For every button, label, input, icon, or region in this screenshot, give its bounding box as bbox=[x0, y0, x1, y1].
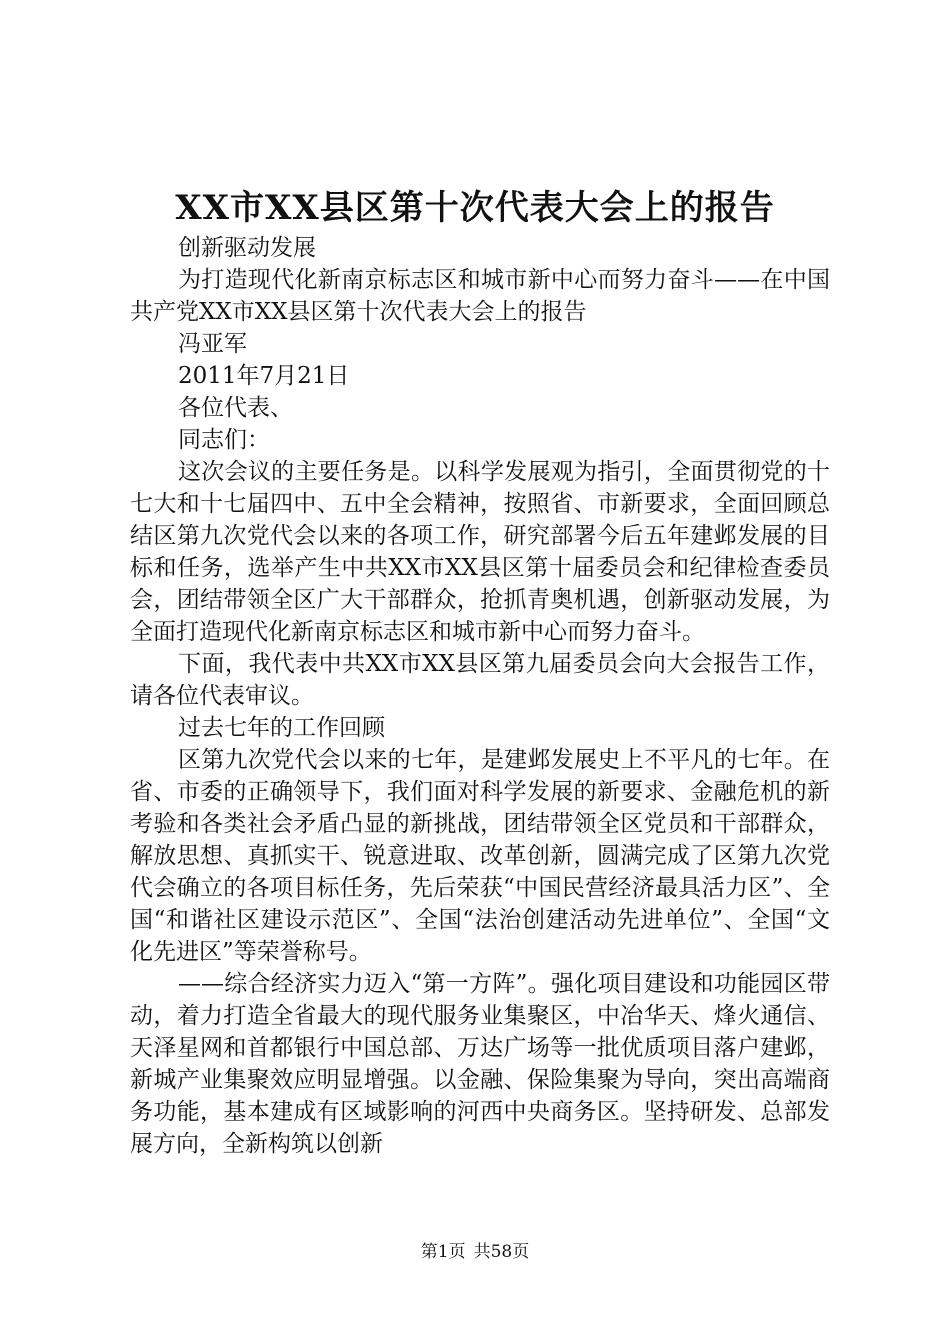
body-paragraph: 区第九次党代会以来的七年，是建邺发展史上不平凡的七年。在省、市委的正确领导下，我们面对科学发展的新要求、金融危机的新考验和各类社会矛盾凸显的新挑战，团结带领全区党员和干部群众，解放思想、真抓实干、锐意进取、改革创新，圆满完成了区第九次党代会确立的各项目标任务，先后荣获“中国民营经济最具活力区”、全国“和谐社区建设示范区”、全国“法治创建活动先进单位”、全国“文化先进区”等荣誉称号。 bbox=[130, 747, 830, 965]
author-line: 冯亚军 bbox=[178, 331, 247, 357]
document-title: XX市XX县区第十次代表大会上的报告 bbox=[175, 188, 775, 228]
document-body bbox=[130, 232, 830, 1160]
page-total: 共58页 bbox=[473, 1242, 530, 1262]
subtitle-line: 创新驱动发展 bbox=[178, 235, 316, 261]
salutation-line: 各位代表、 bbox=[178, 395, 293, 421]
salutation-line: 同志们： bbox=[178, 427, 270, 453]
body-paragraph: 下面，我代表中共XX市XX县区第九届委员会向大会报告工作，请各位代表审议。 bbox=[130, 651, 830, 709]
section-heading: 过去七年的工作回顾 bbox=[178, 715, 385, 741]
page-number: 第1页 bbox=[420, 1242, 466, 1262]
body-paragraph: 这次会议的主要任务是。以科学发展观为指引，全面贯彻党的十七大和十七届四中、五中全会精神，按照省、市新要求，全面回顾总结区第九次党代会以来的各项工作，研究部署今后五年建邺发展的目标和任务，选举产生中共XX市XX县区第十届委员会和纪律检查委员会，团结带领全区广大干部群众，抢抓青奥机遇，创新驱动发展，为全面打造现代化新南京标志区和城市新中心而努力奋斗。 bbox=[130, 459, 830, 645]
body-paragraph: ——综合经济实力迈入“第一方阵”。强化项目建设和功能园区带动，着力打造全省最大的现代服务业集聚区，中冶华天、烽火通信、天泽星网和首都银行中国总部、万达广场等一批优质项目落户建邺，新城产业集聚效应明显增强。以金融、保险集聚为导向，突出高端商务功能，基本建成有区域影响的河西中央商务区。坚持研发、总部发展方向，全新构筑以创新 bbox=[130, 971, 830, 1157]
subtitle-report-line: 为打造现代化新南京标志区和城市新中心而努力奋斗——在中国共产党XX市XX县区第十次代表大会上的报告 bbox=[130, 267, 830, 325]
page-footer bbox=[0, 1240, 950, 1264]
date-line: 2011年7月21日 bbox=[178, 363, 350, 389]
